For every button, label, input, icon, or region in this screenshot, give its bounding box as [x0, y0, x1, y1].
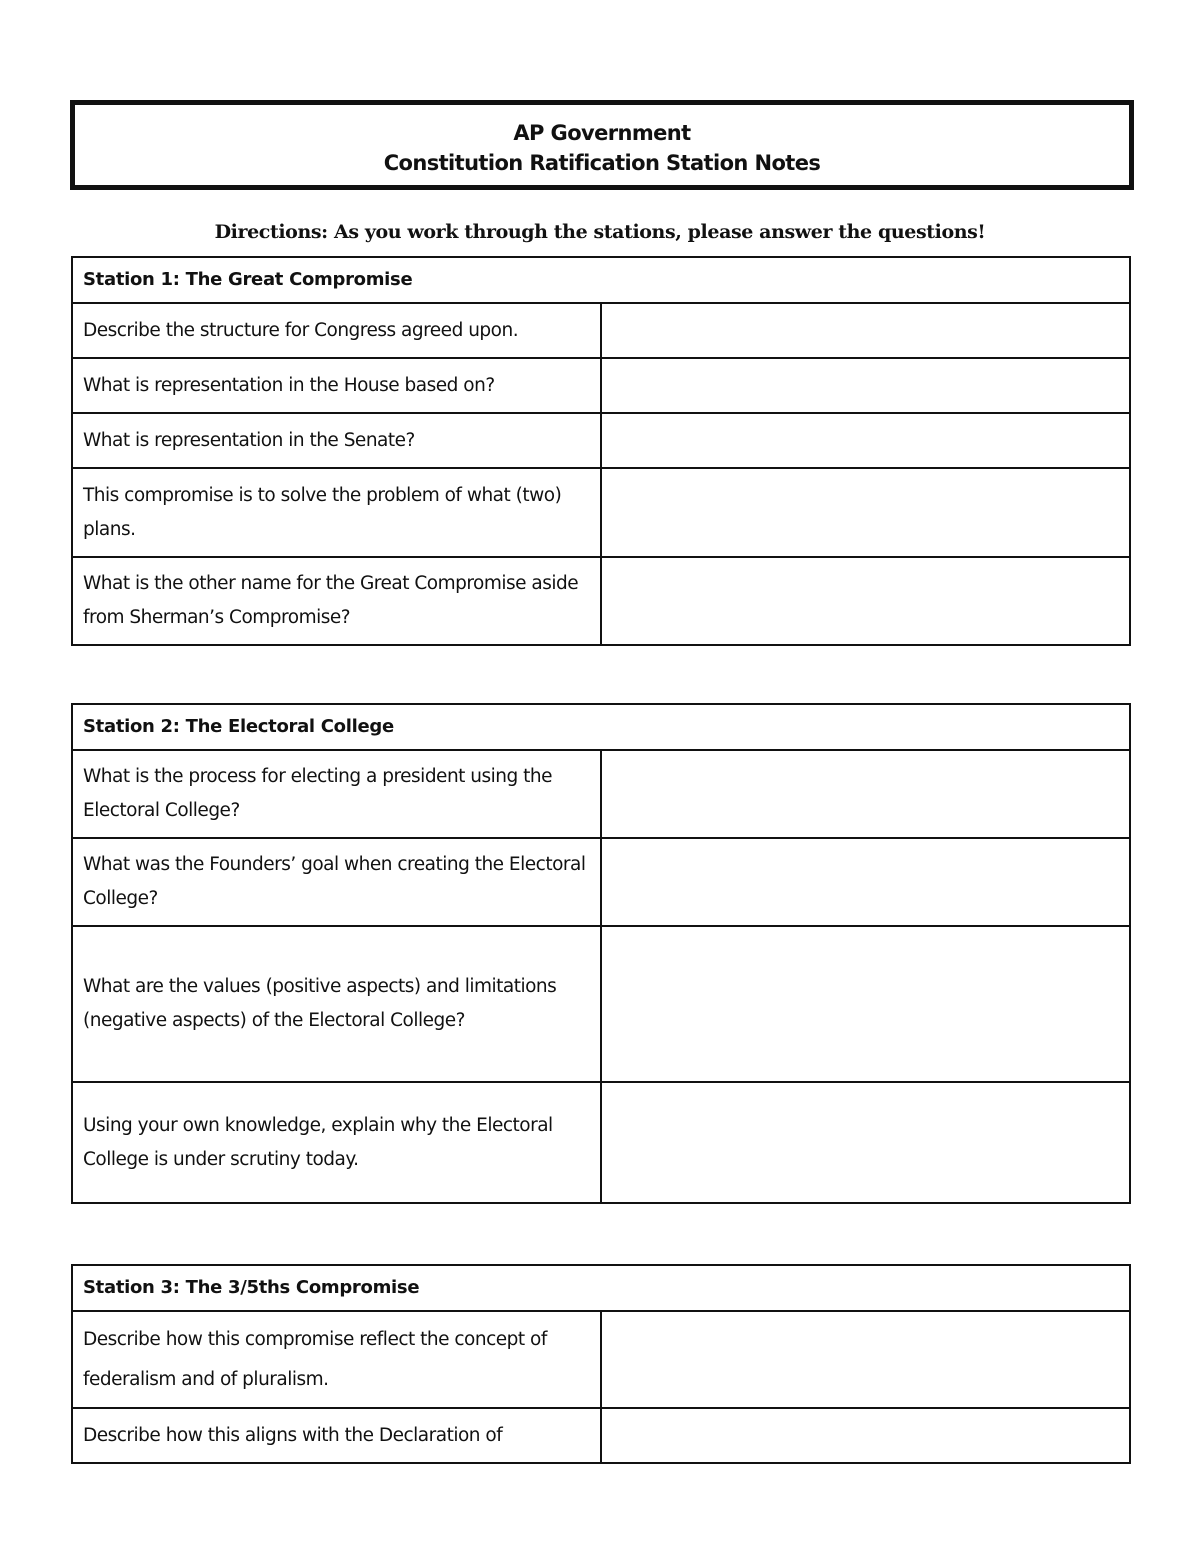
answer-cell[interactable] — [601, 750, 1130, 838]
station-2-table — [71, 703, 1131, 1204]
station-3-title: Station 3: The 3/5ths Compromise — [72, 1265, 1130, 1311]
directions-text: Directions: As you work through the stations, please answer the questions! — [214, 221, 986, 243]
question-cell: What is the process for electing a president using the Electoral College? — [72, 750, 601, 838]
station-1-table — [71, 256, 1131, 646]
station-1-title: Station 1: The Great Compromise — [72, 257, 1130, 303]
question-cell: Using your own knowledge, explain why the Electoral College is under scrutiny today. — [72, 1082, 601, 1203]
answer-cell[interactable] — [601, 1082, 1130, 1203]
question-cell: Describe the structure for Congress agreed upon. — [72, 303, 601, 358]
question-cell: This compromise is to solve the problem of what (two) plans. — [72, 468, 601, 557]
page-subtitle: Constitution Ratification Station Notes — [383, 151, 821, 175]
title-box — [70, 100, 1134, 190]
answer-cell[interactable] — [601, 926, 1130, 1082]
answer-cell[interactable] — [601, 1311, 1130, 1408]
station-3-table — [71, 1264, 1131, 1464]
question-cell: What is representation in the Senate? — [72, 413, 601, 468]
answer-cell[interactable] — [601, 557, 1130, 645]
question-cell: What was the Founders’ goal when creating the Electoral College? — [72, 838, 601, 926]
answer-cell[interactable] — [601, 303, 1130, 358]
question-cell: Describe how this aligns with the Declaration of — [72, 1408, 601, 1463]
question-cell: What is the other name for the Great Compromise aside from Sherman’s Compromise? — [72, 557, 601, 645]
answer-cell[interactable] — [601, 1408, 1130, 1463]
answer-cell[interactable] — [601, 838, 1130, 926]
page-title: AP Government — [513, 121, 691, 145]
answer-cell[interactable] — [601, 413, 1130, 468]
answer-cell[interactable] — [601, 358, 1130, 413]
station-2-title: Station 2: The Electoral College — [72, 704, 1130, 750]
question-cell: Describe how this compromise reflect the concept of federalism and of pluralism. — [72, 1311, 601, 1408]
question-cell: What is representation in the House based on? — [72, 358, 601, 413]
question-cell: What are the values (positive aspects) and limitations (negative aspects) of the Electoral College? — [72, 926, 601, 1082]
answer-cell[interactable] — [601, 468, 1130, 557]
